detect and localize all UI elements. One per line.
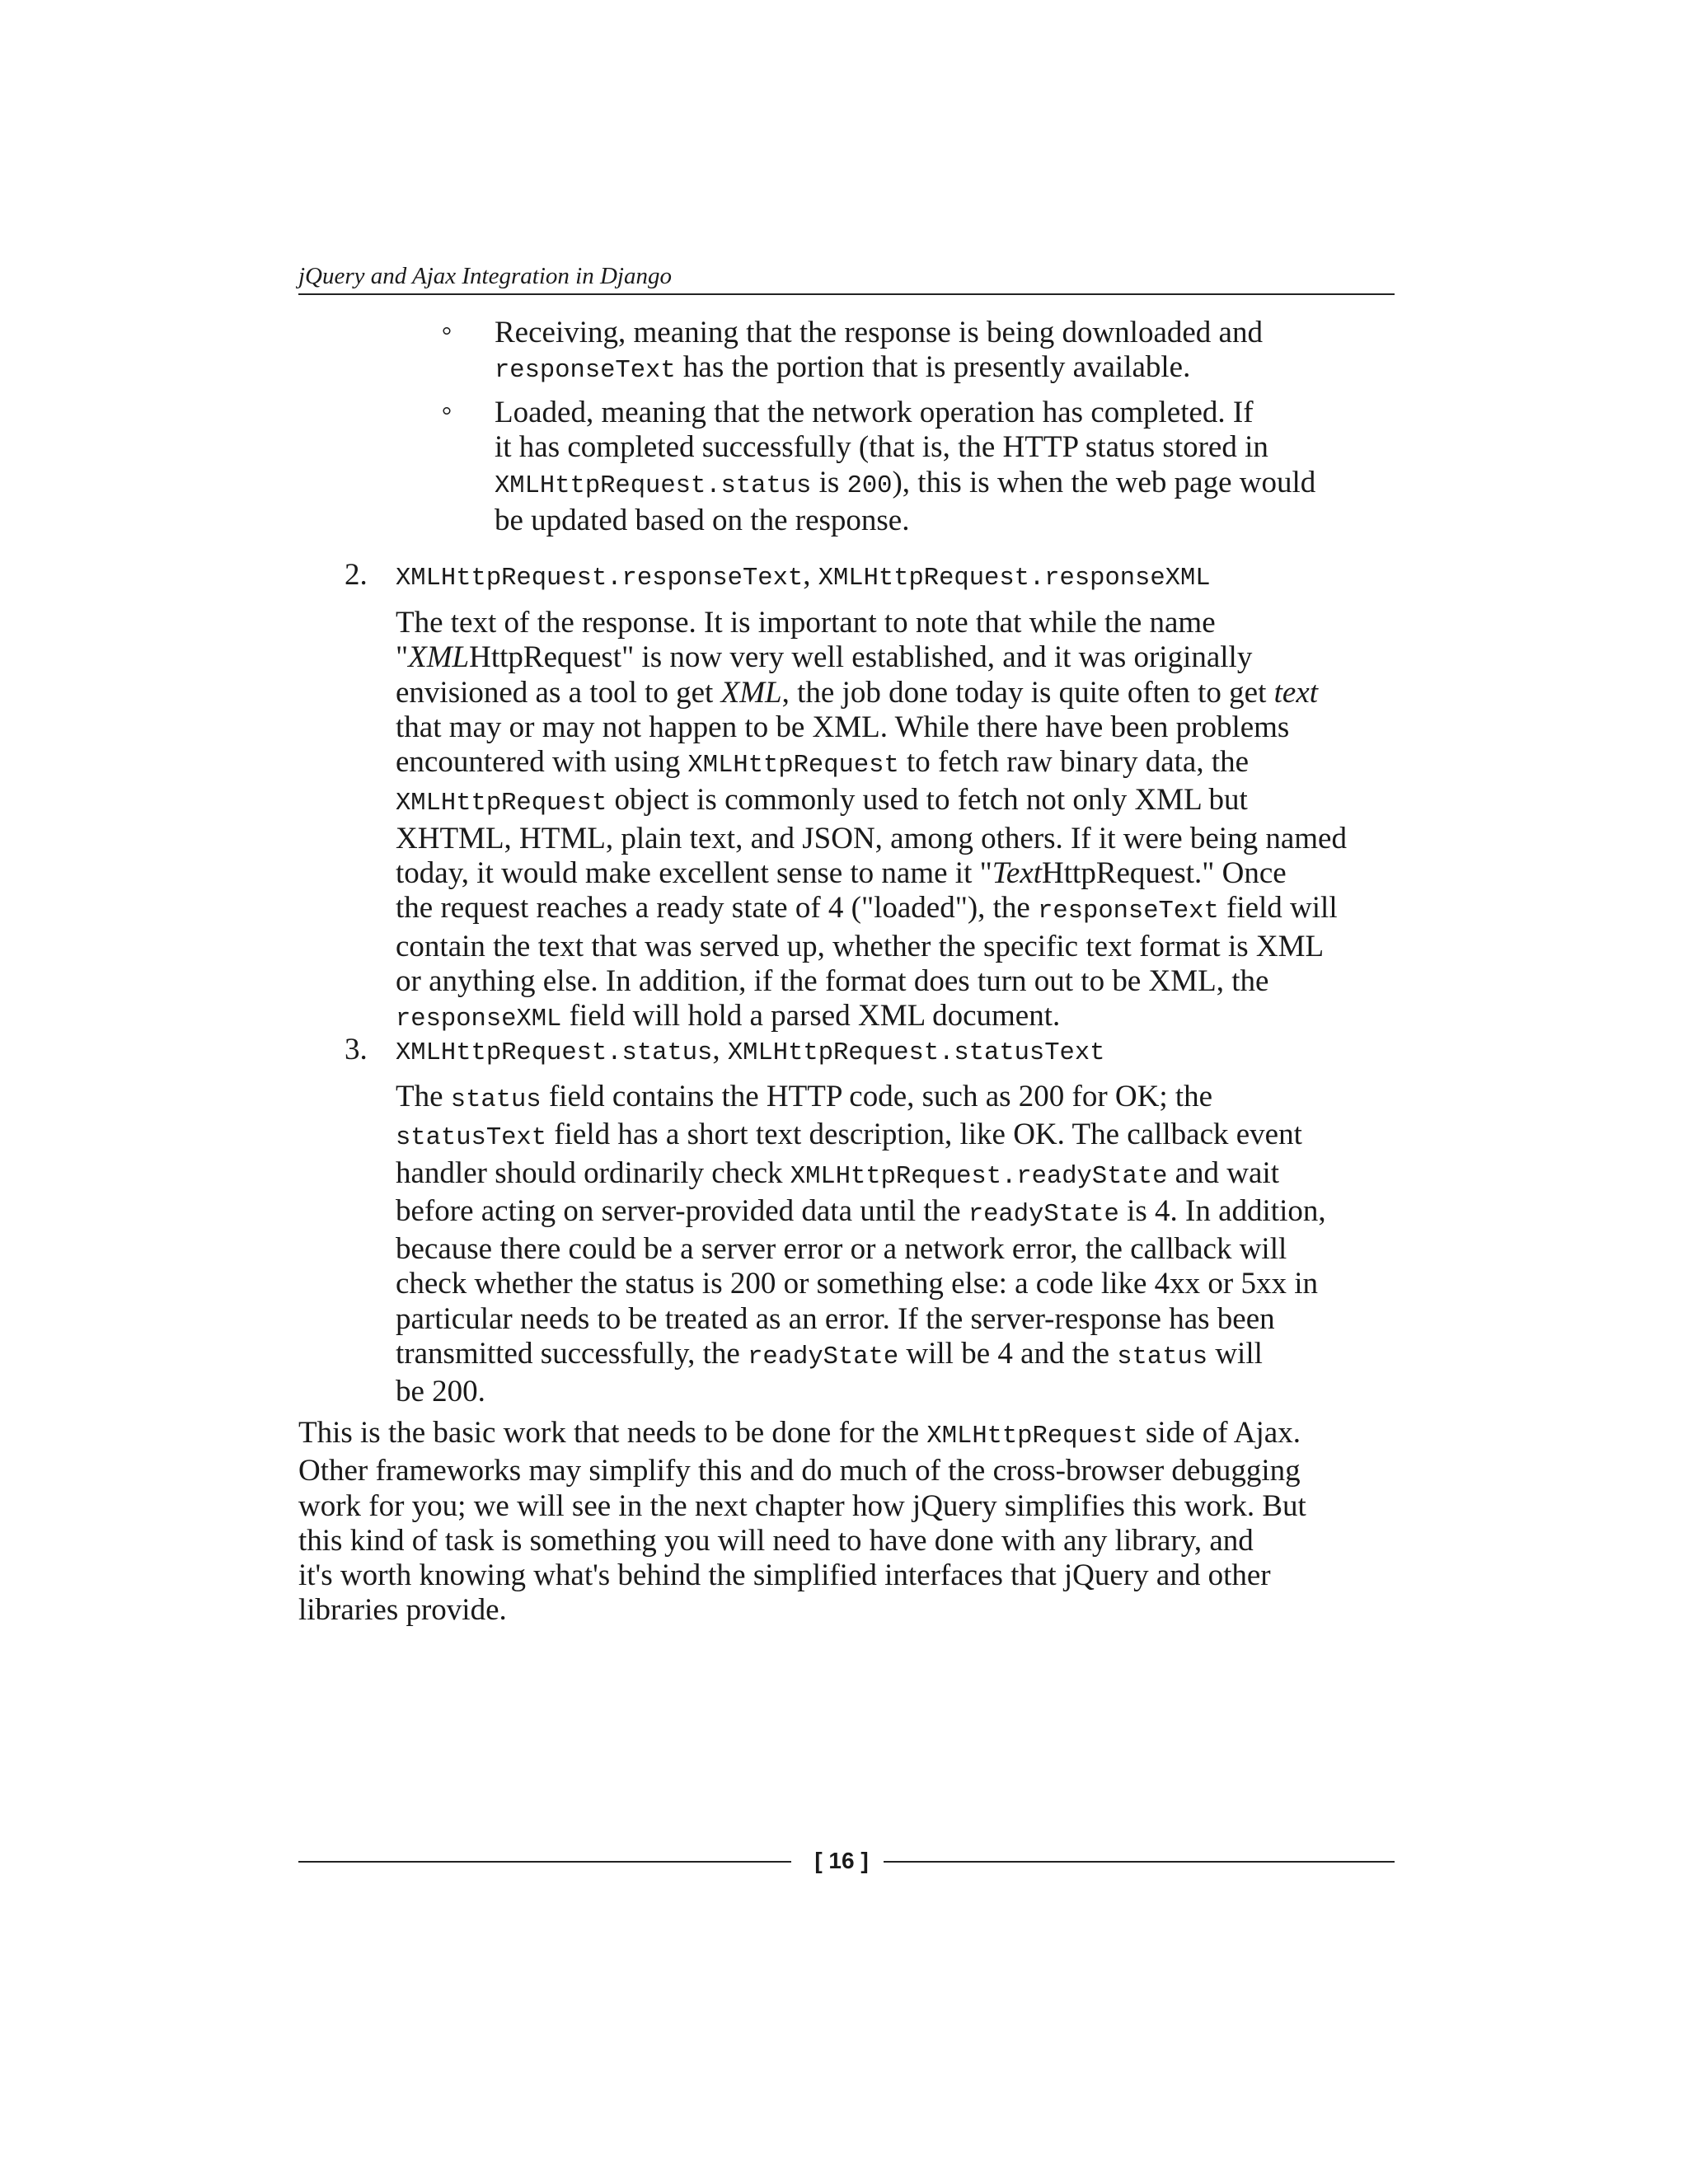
bullet-marker: ° (442, 402, 452, 429)
list-number: 2. (345, 558, 368, 592)
bullet-marker: ° (442, 322, 452, 349)
text-line (396, 1267, 1401, 1301)
text-run: is (811, 465, 847, 499)
text-line (396, 1194, 1401, 1232)
text-line (396, 1080, 1401, 1118)
text-run: this kind of task is something you will need to have done with any library, and (298, 1523, 1254, 1558)
text-run: field will (1218, 891, 1338, 926)
text-line (495, 430, 1385, 465)
text-run: work for you; we will see in the next chapter how jQuery simplifies this work. But (298, 1488, 1306, 1523)
text-line (298, 1593, 1395, 1628)
text-line (396, 1033, 1385, 1071)
inline-code: readyState (748, 1343, 899, 1372)
emphasis-text: XML (720, 675, 782, 710)
emphasis-text: text (1273, 675, 1319, 710)
text-line (495, 504, 1385, 538)
text-run: ), this is when the web page would (892, 465, 1316, 499)
text-run: before acting on server-provided data until the (396, 1193, 968, 1228)
running-header-title: jQuery and Ajax Integration in Django (298, 263, 672, 289)
inline-code: XMLHttpRequest.responseText (396, 565, 804, 593)
text-line (298, 1489, 1395, 1524)
text-line (495, 466, 1385, 504)
text-run: check whether the status is 200 or something else: a code like 4xx or 5xx in (396, 1267, 1318, 1301)
text-run: HttpRequest." Once (1042, 856, 1287, 891)
inline-code: 200 (846, 471, 893, 500)
text-line (396, 606, 1401, 640)
text-line (396, 640, 1401, 675)
text-line (396, 1302, 1401, 1337)
text-run: be 200. (396, 1375, 485, 1409)
text-run: The (396, 1080, 451, 1113)
text-run: This is the basic work that needs to be done for the (298, 1416, 927, 1450)
text-run: particular needs to be treated as an error. If the server-response has been (396, 1301, 1275, 1336)
text-line (298, 1524, 1395, 1558)
text-run: handler should ordinarily check (396, 1155, 790, 1190)
text-line (396, 676, 1401, 710)
text-run: field will hold a parsed XML document. (561, 999, 1061, 1033)
text-line (396, 856, 1401, 891)
text-run: The text of the response. It is important to note that while the name (396, 606, 1216, 640)
item-description (396, 1080, 1401, 1410)
footer-rule-right (884, 1861, 1395, 1863)
text-run: , the job done today is quite often to get (781, 675, 1274, 710)
item-heading (396, 1033, 1385, 1071)
text-line (396, 964, 1401, 999)
text-line (495, 316, 1368, 350)
emphasis-text: Text (992, 856, 1043, 891)
running-header (298, 260, 1395, 295)
item-description (396, 606, 1401, 1038)
text-run: or anything else. In addition, if the format does turn out to be XML, the (396, 963, 1269, 998)
inline-code: responseText (495, 357, 676, 386)
text-line (396, 891, 1401, 929)
text-run: it has completed successfully (that is, the HTTP status stored in (495, 430, 1268, 465)
text-line (298, 1454, 1395, 1488)
text-run: field has a short text description, like OK. The callback event (546, 1118, 1302, 1152)
text-line (396, 822, 1401, 856)
inline-code: XMLHttpRequest.status (396, 1039, 713, 1067)
text-line (298, 1558, 1395, 1593)
text-line (396, 1156, 1401, 1194)
inline-code: XMLHttpRequest.responseXML (818, 565, 1211, 593)
inline-code: readyState (968, 1200, 1119, 1229)
inline-code: responseText (1038, 898, 1219, 926)
text-line (396, 745, 1401, 783)
inline-code: status (450, 1086, 542, 1114)
text-run: , (803, 558, 818, 592)
bullet-loaded (495, 396, 1385, 538)
text-line (396, 783, 1401, 821)
inline-code: statusText (396, 1124, 547, 1153)
text-run: is 4. In addition, (1118, 1193, 1326, 1228)
text-line (396, 1232, 1401, 1267)
text-run: will be 4 and the (898, 1337, 1118, 1371)
text-line (495, 350, 1368, 388)
inline-code: XMLHttpRequest.statusText (727, 1039, 1105, 1067)
text-run: today, it would make excellent sense to name it " (396, 856, 992, 891)
text-run: Other frameworks may simplify this and do much of the cross-browser debugging (298, 1454, 1301, 1488)
text-run: the request reaches a ready state of 4 ("loaded"), the (396, 891, 1039, 926)
page-number: [ 16 ] (814, 1848, 869, 1873)
inline-code: XMLHttpRequest (926, 1422, 1138, 1451)
text-run: side of Ajax. (1137, 1416, 1301, 1450)
bullet-receiving (495, 316, 1368, 389)
inline-code: status (1117, 1343, 1208, 1372)
inline-code: XMLHttpRequest (687, 752, 899, 780)
text-run: has the portion that is presently available. (675, 350, 1191, 385)
text-run: " (396, 640, 409, 675)
list-number: 3. (345, 1033, 368, 1066)
text-run: transmitted successfully, the (396, 1337, 748, 1371)
text-run: encountered with using (396, 745, 688, 780)
closing-paragraph (298, 1416, 1395, 1629)
text-run: to fetch raw binary data, the (898, 745, 1250, 780)
text-line (396, 1375, 1401, 1409)
item-heading (396, 558, 1385, 596)
inline-code: XMLHttpRequest.status (495, 471, 812, 500)
inline-code: XMLHttpRequest.readyState (790, 1162, 1168, 1191)
text-line (396, 1118, 1401, 1155)
inline-code: responseXML (396, 1005, 562, 1034)
text-run: HttpRequest" is now very well established, and it was originally (469, 640, 1253, 675)
text-run: object is commonly used to fetch not only XML but (607, 783, 1248, 818)
text-run: libraries provide. (298, 1593, 507, 1628)
text-line (396, 710, 1401, 745)
text-run: be updated based on the response. (495, 503, 910, 537)
text-run: contain the text that was served up, whether the specific text format is XML (396, 929, 1325, 963)
footer-rule-left (298, 1861, 791, 1863)
text-run: will (1207, 1337, 1263, 1371)
text-run: field contains the HTTP code, such as 200 for OK; the (541, 1080, 1213, 1113)
text-line (396, 558, 1385, 596)
text-line (396, 1337, 1401, 1375)
inline-code: XMLHttpRequest (396, 790, 607, 818)
text-run: because there could be a server error or a network error, the callback will (396, 1232, 1287, 1267)
text-run: that may or may not happen to be XML. While there have been problems (396, 710, 1290, 744)
text-run: envisioned as a tool to get (396, 675, 721, 710)
text-run: XHTML, HTML, plain text, and JSON, among others. If it were being named (396, 821, 1347, 855)
text-line (396, 999, 1401, 1037)
text-run: Receiving, meaning that the response is being downloaded and (495, 316, 1263, 349)
text-run: Loaded, meaning that the network operation has completed. If (495, 396, 1254, 429)
text-run: it's worth knowing what's behind the simplified interfaces that jQuery and other (298, 1558, 1271, 1593)
emphasis-text: XML (408, 640, 470, 675)
text-run: and wait (1167, 1155, 1279, 1190)
text-line (396, 930, 1401, 964)
text-line (298, 1416, 1395, 1454)
text-run: , (712, 1033, 728, 1066)
text-line (495, 396, 1385, 430)
